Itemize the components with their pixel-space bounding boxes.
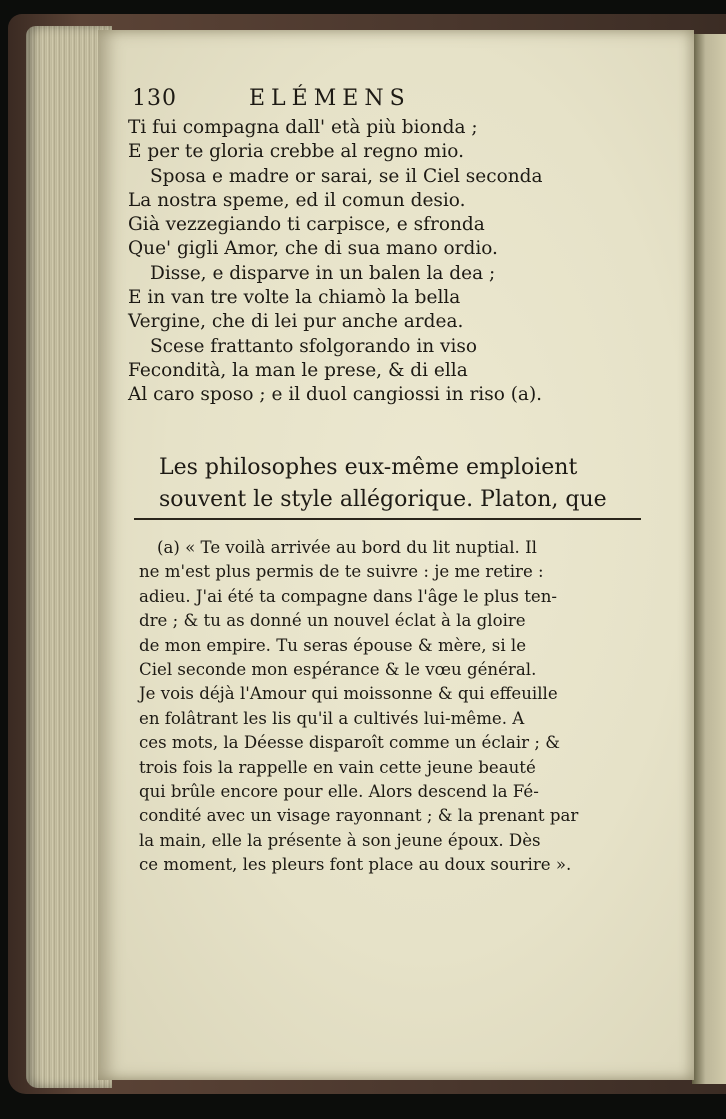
body-paragraph — [159, 452, 607, 515]
running-title: ELÉMENS — [249, 86, 411, 111]
poem-line: E per te gloria crebbe al regno mio. — [128, 141, 464, 163]
footnote-line: adieu. J'ai été ta compagne dans l'âge le plus ten- — [139, 586, 557, 606]
italian-poem — [128, 116, 543, 408]
footnote-line: en folâtrant les lis qu'il a cultivés lui-même. A — [139, 708, 525, 728]
footnote-line: Je vois déjà l'Amour qui moissonne & qui effeuille — [139, 684, 558, 704]
poem-line: Vergine, che di lei pur anche ardea. — [128, 311, 464, 333]
poem-line: La nostra speme, ed il comun desio. — [128, 189, 466, 211]
poem-line: Scese frattanto sfolgorando in viso — [150, 335, 478, 357]
poem-line: Disse, e disparve in un balen la dea ; — [150, 262, 496, 284]
poem-line: Que' gigli Amor, che di sua mano ordio. — [128, 238, 498, 260]
poem-line: Fecondità, la man le prese, & di ella — [128, 359, 468, 381]
footnote-rule — [134, 518, 641, 520]
poem-line: Sposa e madre or sarai, se il Ciel seconda — [150, 165, 543, 187]
poem-line: Ti fui compagna dall' età più bionda ; — [128, 117, 478, 138]
body-line: souvent le style allégorique. Platon, que — [159, 486, 607, 512]
footnote-line: Ciel seconde mon espérance & le vœu général. — [139, 660, 537, 680]
footnote-line: qui brûle encore pour elle. Alors descend la Fé- — [139, 782, 539, 802]
footnote-line: ne m'est plus permis de te suivre : je me retire : — [139, 562, 544, 582]
footnote-line: la main, elle la présente à son jeune époux. Dès — [139, 830, 541, 850]
poem-line: Già vezzegiando ti carpisce, e sfronda — [128, 214, 485, 236]
poem-line: E in van tre volte la chiamò la bella — [128, 287, 461, 309]
footnote-line: (a) « Te voilà arrivée au bord du lit nuptial. Il — [157, 538, 537, 557]
facing-page-edge — [692, 34, 726, 1084]
page-number: 130 — [132, 86, 177, 111]
footnote-line: ce moment, les pleurs font place au doux sourire ». — [139, 855, 572, 875]
footnote-line: de mon empire. Tu seras épouse & mère, si le — [139, 635, 527, 655]
poem-line: Al caro sposo ; e il duol cangiossi in riso (a). — [128, 384, 543, 406]
footnote-line: trois fois la rappelle en vain cette jeune beauté — [139, 757, 536, 777]
footnote — [139, 536, 578, 878]
footnote-line: ces mots, la Déesse disparoît comme un éclair ; & — [139, 733, 561, 753]
body-line: Les philosophes eux-même emploient — [159, 455, 578, 480]
footnote-line: dre ; & tu as donné un nouvel éclat à la gloire — [139, 611, 526, 631]
footnote-line: condité avec un visage rayonnant ; & la prenant par — [139, 806, 579, 826]
